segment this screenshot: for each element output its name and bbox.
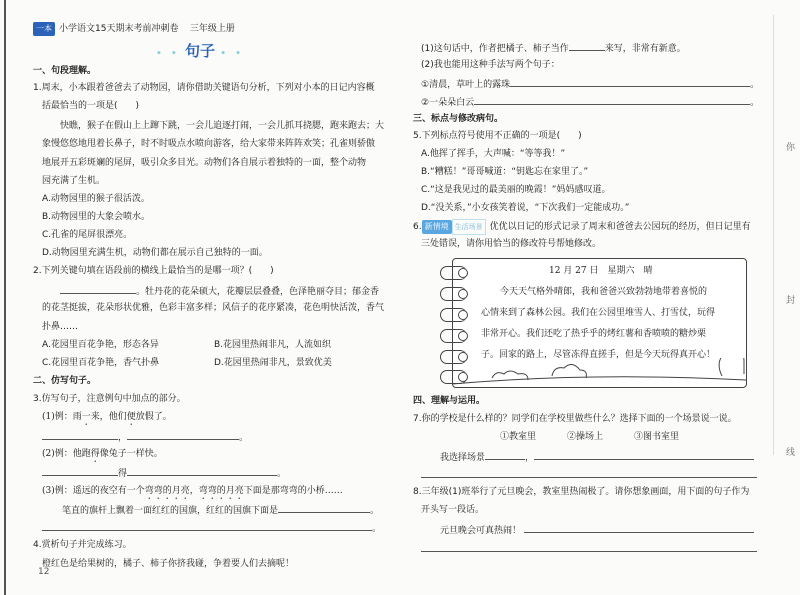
answer-blank[interactable] xyxy=(510,76,750,87)
passage-line: 扑鼻…… xyxy=(42,322,79,332)
punct: 。 xyxy=(750,98,760,108)
section-heading: 四、理解与运用。 xyxy=(413,396,486,406)
ring-icon xyxy=(458,331,468,341)
scene-option-2: ②操场上 xyxy=(567,432,604,442)
question-1-stem: 1.周末，小本跟着爸爸去了动物园，请你借助关键语句分析，下列对小本的日记内容概 xyxy=(33,83,375,93)
sentence: 橙红色是给果树的，橘子、柿子你挤我碰，争着要人们去摘呢！ xyxy=(42,559,295,569)
answer-line-1 xyxy=(42,429,248,445)
example-text: 像兔子一样快。 xyxy=(99,449,163,459)
margin-char: 线 xyxy=(786,448,796,458)
landscape-illustration xyxy=(452,358,746,388)
dotted-word: 便 xyxy=(126,412,136,422)
option-c: C.花园里百花争艳，香气扑鼻 xyxy=(42,358,160,368)
punct: 。 xyxy=(239,433,249,443)
q-num: 6. xyxy=(413,222,422,232)
option-b: B.动物园里的大象会喷水。 xyxy=(42,212,151,222)
page-number: 12 xyxy=(38,567,50,577)
diary-line: 子。回家的路上，尽管冻得直搓手，但是今天玩得真开心！ xyxy=(481,350,716,360)
punct: ， xyxy=(118,433,128,443)
answer-blank[interactable] xyxy=(127,465,277,476)
question-1-stem: 括最恰当的一项是( ) xyxy=(42,101,140,111)
option-c: C.“这是我见过的最美丽的晚霞！”妈妈感叹道。 xyxy=(421,185,611,195)
example-text: (3)例：遥远的夜空有一个 xyxy=(42,486,145,496)
option-d: D.“没关系，”小女孩笑着说，“下次我们一定能成功。” xyxy=(421,203,630,213)
passage-line: 象慢悠悠地甩着长鼻子，时不时吸点水喷向游客，给大家带来阵阵欢笑；孔雀则骄傲 xyxy=(42,139,376,149)
example-text: 来，他们 xyxy=(90,412,127,422)
answer-blank[interactable] xyxy=(42,520,372,531)
prompt-text: (1)这句话中，作者把橘子、柿子当作 xyxy=(421,44,569,54)
punct: 。 xyxy=(277,469,287,479)
publisher-logo: 一本 xyxy=(33,22,55,36)
punct: 。 xyxy=(372,524,382,534)
example-text: (2)例：他跑 xyxy=(42,449,91,459)
running-header xyxy=(33,22,235,36)
q7-answer-line xyxy=(440,449,754,465)
passage-line: 的花茎挺拔，花朵形状优雅，色彩丰富多样；风信子的花序紧凑，花色明快活泼，香气 xyxy=(42,303,385,313)
diary-line: 今天天气格外晴郎，我和爸爸兴致勃勃地带着喜悦的 xyxy=(500,287,708,297)
prompt-text: 笔直的旗杆上飘着一面红红的国旗，红红的国旗下面是 xyxy=(62,506,279,516)
scene-option-3: ③图书室里 xyxy=(634,432,680,442)
section-heading: 二、仿写句子。 xyxy=(33,376,97,386)
question-2-stem: 2.下列关键句填在语段前的横线上最恰当的是哪一项？( ) xyxy=(33,266,274,276)
section-heading: 三、标点与修改病句。 xyxy=(413,114,504,124)
section-heading: 一、句段理解。 xyxy=(33,66,97,76)
margin-char: 封 xyxy=(786,296,796,306)
prompt-text: 来写，非常有新意。 xyxy=(604,44,686,54)
answer-blank[interactable] xyxy=(474,94,750,105)
diary-line: 心情来到了森林公园。我们在公园里堆雪人、打雪仗，玩得 xyxy=(481,308,716,318)
answer-blank[interactable] xyxy=(60,283,136,294)
passage-line: 快瞧，猴子在假山上上蹿下跳，一会儿追逐打闹，一会儿抓耳挠腮，跑来跑去；大 xyxy=(60,121,385,131)
punct: ， xyxy=(525,453,535,463)
question-4-stem: 4.赏析句子并完成练习。 xyxy=(33,540,132,550)
q4-sub-1 xyxy=(421,40,686,56)
ring-icon xyxy=(458,289,468,299)
prompt-text: 元旦晚会可真热闹！ xyxy=(440,526,522,536)
option-a: A.动物园里的猴子很活泼。 xyxy=(42,194,150,204)
answer-blank[interactable] xyxy=(569,40,605,51)
option-c: C.孔雀的尾屏很漂亮。 xyxy=(42,230,133,240)
prompt-text: 我选择场景 xyxy=(440,453,486,463)
grade-label: 三年级上册 xyxy=(189,24,235,34)
example-text: 放假了。 xyxy=(135,412,172,422)
answer-blank[interactable] xyxy=(485,449,525,460)
option-a: A.他挥了挥手，大声喊：“等等我！” xyxy=(421,149,566,159)
option-a: A.花园里百花争艳，形态各异 xyxy=(42,340,159,350)
q4-item-1 xyxy=(421,76,759,92)
ring-icon xyxy=(458,310,468,320)
answer-blank[interactable] xyxy=(127,429,239,440)
cut-line xyxy=(773,15,774,455)
option-b: B.花园里热闹非凡，人流如织 xyxy=(214,340,332,350)
page-title: • • 句子 • • xyxy=(156,42,244,60)
new-context-tag: 新情境 xyxy=(422,220,452,234)
answer-line-3b xyxy=(42,520,381,536)
dotted-word: 弯弯的月亮，弯弯的月亮 xyxy=(144,486,244,496)
q4-sub-2: (2)我也能用这种手法写两个句子： xyxy=(421,60,560,70)
answer-blank[interactable] xyxy=(278,502,370,513)
option-d: D.花园里热闹非凡，景致优美 xyxy=(214,358,332,368)
prompt-text: 优优以日记的形式记录了周末和爸爸去公园玩的经历，但日记里有 xyxy=(489,222,751,232)
prompt-text: ②一朵朵白云 xyxy=(421,98,475,108)
fixed-word: 得 xyxy=(118,469,128,479)
question-7-stem: 7.你的学校是什么样的？同学们在学校里做些什么？选择下面的一个场景说一说。 xyxy=(413,414,737,424)
example-text: (1)例：雨 xyxy=(42,412,82,422)
dotted-word: 得 xyxy=(90,449,100,459)
binding-edge xyxy=(4,0,6,595)
example-1 xyxy=(42,410,172,428)
question-6-stem: 三处错误，请你用恰当的修改符号帮她修改。 xyxy=(421,239,602,249)
answer-blank[interactable] xyxy=(42,465,118,476)
diary-date: 12 月 27 日 星期六 晴 xyxy=(549,266,653,276)
option-b: B.“糟糕！”哥哥喊道：“钥匙忘在家里了。” xyxy=(421,167,589,177)
question-5-stem: 5.下列标点符号使用不正确的一项是( ) xyxy=(413,131,582,141)
q8-answer-line xyxy=(440,522,754,538)
q4-item-2 xyxy=(421,94,759,110)
answer-line-3 xyxy=(62,502,379,518)
diary-line: 非常开心。我们还吃了热乎乎的烤红薯和香喷喷的糖炒栗 xyxy=(481,329,707,339)
title-text: 句子 xyxy=(184,42,215,60)
example-text: 下面是那弯弯的小桥…… xyxy=(243,486,343,496)
example-2 xyxy=(42,447,163,465)
question-8-stem: 8.三年级(1)班举行了元旦晚会，教室里热闹极了。请你想象画面，用下面的句子作为 xyxy=(413,487,750,497)
example-3 xyxy=(42,484,343,502)
option-d: D.动物园里充满生机，动物们都在展示自己独特的一面。 xyxy=(42,248,268,258)
book-title: 小学语文15天期末考前冲刺卷 xyxy=(59,24,179,34)
margin-char: 你 xyxy=(786,143,796,153)
question-8-stem: 开头写一段话。 xyxy=(421,505,485,515)
answer-line-2 xyxy=(42,465,286,481)
passage-line: 园充满了生机。 xyxy=(42,176,106,186)
question-3-stem: 3.仿写句子，注意例句中加点的部分。 xyxy=(33,394,186,404)
answer-blank[interactable] xyxy=(524,522,754,533)
ring-icon xyxy=(458,268,468,278)
scene-option-1: ①教室里 xyxy=(500,432,537,442)
dotted-word: 一 xyxy=(81,412,91,422)
passage-text: 。牡丹花的花朵硕大，花瓣层层叠叠，色泽艳丽夺目；郁金香 xyxy=(136,287,380,297)
answer-blank[interactable] xyxy=(421,541,757,552)
answer-blank[interactable] xyxy=(421,467,757,478)
punct: 。 xyxy=(750,80,760,90)
punct: 。 xyxy=(370,506,380,516)
answer-blank[interactable] xyxy=(534,449,754,460)
passage-line xyxy=(60,283,379,299)
prompt-text: ①清晨，草叶上的露珠 xyxy=(421,80,511,90)
passage-line: 地展开五彩斑斓的尾屏，吸引众多目光。动物们各自展示着独特的一面，整个动物 xyxy=(42,158,367,168)
question-6-stem xyxy=(413,219,751,235)
answer-blank[interactable] xyxy=(42,429,118,440)
life-scene-tag: 生活场景 xyxy=(452,219,486,235)
